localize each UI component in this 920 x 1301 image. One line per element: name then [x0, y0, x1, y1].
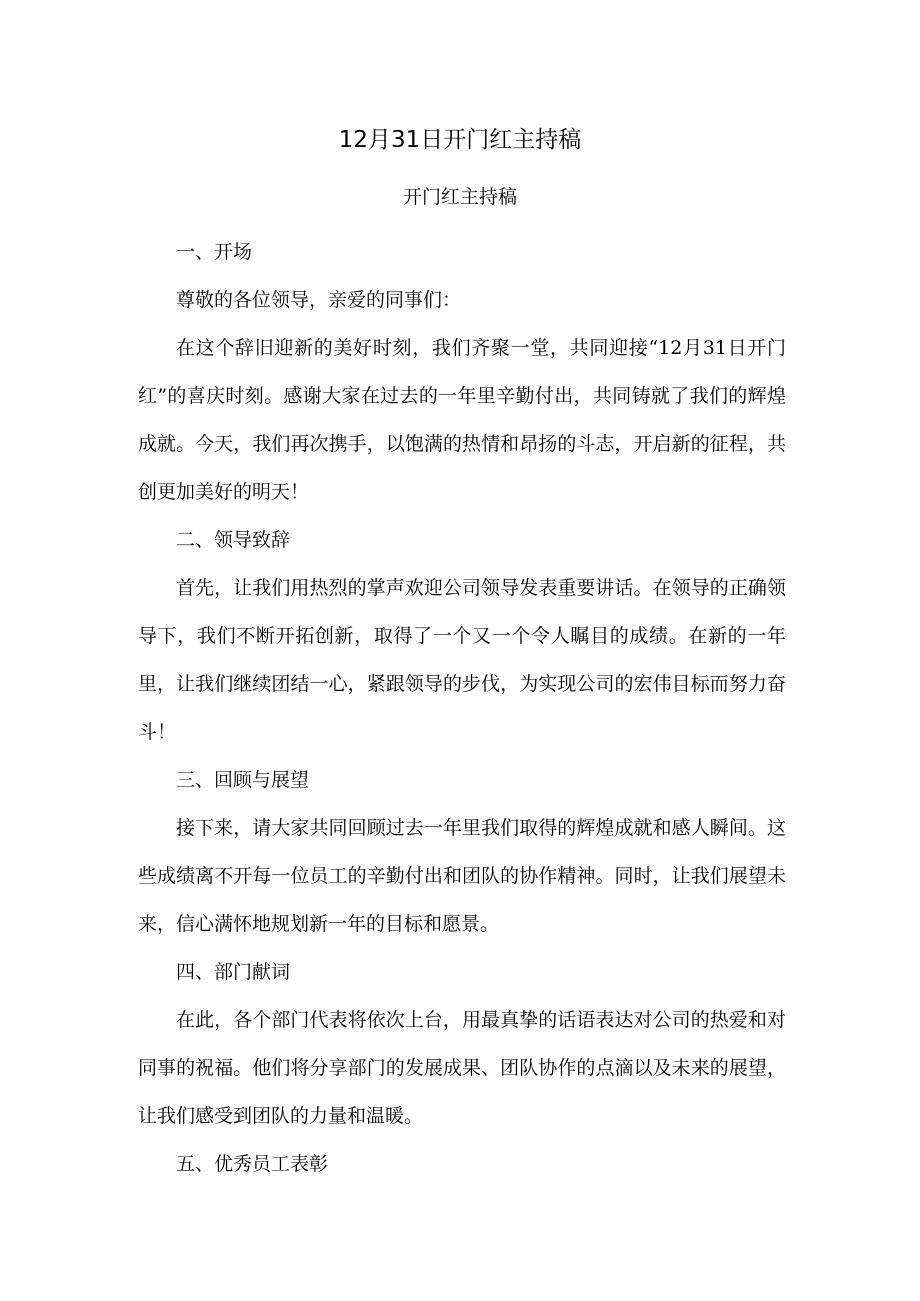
document-subtitle: 开门红主持稿: [402, 186, 517, 208]
section-heading-opening: 一、开场: [176, 241, 253, 263]
section-heading-department: 四、部门献词: [176, 961, 291, 983]
paragraph-department: 在此，各个部门代表将依次上台，用最真挚的话语表达对公司的热爱和对同事的祝福。他们将分享部门的发展成果、团队协作的点滴以及未来的展望，让我们感受到团队的力量和温暖。: [138, 1009, 786, 1127]
section-heading-leader-speech: 二、领导致辞: [176, 529, 291, 551]
document-title: 12月31日开门红主持稿: [338, 127, 582, 153]
document-body: [138, 228, 786, 1188]
paragraph-leader-speech: 首先，让我们用热烈的掌声欢迎公司领导发表重要讲话。在领导的正确领导下，我们不断开拓创新，取得了一个又一个令人瞩目的成绩。在新的一年里，让我们继续团结一心，紧跟领导的步伐，为实现公司的宏伟目标而努力奋斗！: [138, 577, 786, 743]
paragraph-review: 接下来，请大家共同回顾过去一年里我们取得的辉煌成就和感人瞬间。这些成绩离不开每一位员工的辛勤付出和团队的协作精神。同时，让我们展望未来，信心满怀地规划新一年的目标和愿景。: [138, 817, 786, 935]
paragraph-opening: 在这个辞旧迎新的美好时刻，我们齐聚一堂，共同迎接“12月31日开门红”的喜庆时刻。感谢大家在过去的一年里辛勤付出，共同铸就了我们的辉煌成就。今天，我们再次携手，以饱满的热情和昂扬的斗志，开启新的征程，共创更加美好的明天！: [138, 337, 786, 503]
paragraph-greeting: 尊敬的各位领导，亲爱的同事们：: [176, 289, 462, 311]
section-heading-review: 三、回顾与展望: [176, 769, 310, 791]
section-heading-awards: 五、优秀员工表彰: [176, 1153, 329, 1175]
